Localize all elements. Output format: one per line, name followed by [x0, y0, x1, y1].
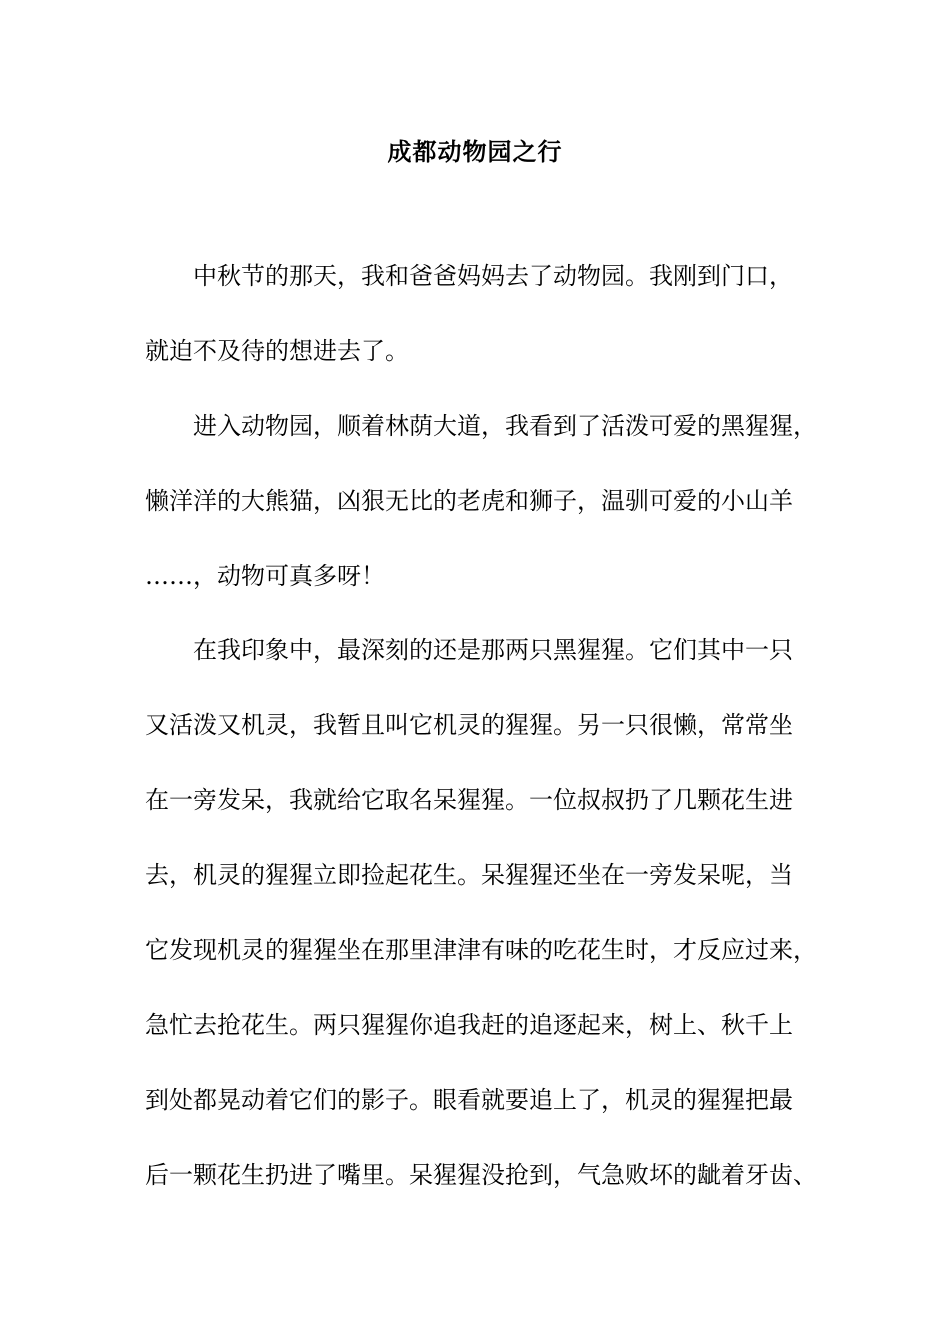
text-line: 在我印象中，最深刻的还是那两只黑猩猩。它们其中一只: [193, 636, 793, 664]
text-line: 去，机灵的猩猩立即捡起花生。呆猩猩还坐在一旁发呆呢，当: [145, 861, 793, 889]
text-line: 它发现机灵的猩猩坐在那里津津有味的吃花生时，才反应过来，: [145, 936, 817, 964]
text-line: ……，动物可真多呀！: [145, 562, 385, 590]
text-line: 中秋节的那天，我和爸爸妈妈去了动物园。我刚到门口，: [193, 262, 793, 290]
text-line: 懒洋洋的大熊猫，凶狠无比的老虎和狮子，温驯可爱的小山羊: [145, 487, 793, 515]
text-line: 在一旁发呆，我就给它取名呆猩猩。一位叔叔扔了几颗花生进: [145, 786, 793, 814]
text-line: 就迫不及待的想进去了。: [145, 337, 409, 365]
text-line: 进入动物园，顺着林荫大道，我看到了活泼可爱的黑猩猩，: [193, 412, 817, 440]
text-line: 后一颗花生扔进了嘴里。呆猩猩没抢到，气急败坏的龇着牙齿、: [145, 1161, 817, 1189]
text-line: 又活泼又机灵，我暂且叫它机灵的猩猩。另一只很懒，常常坐: [145, 711, 793, 739]
text-line: 到处都晃动着它们的影子。眼看就要追上了，机灵的猩猩把最: [145, 1086, 793, 1114]
text-line: 急忙去抢花生。两只猩猩你追我赶的追逐起来，树上、秋千上: [145, 1011, 793, 1039]
document-title: 成都动物园之行: [387, 137, 563, 166]
